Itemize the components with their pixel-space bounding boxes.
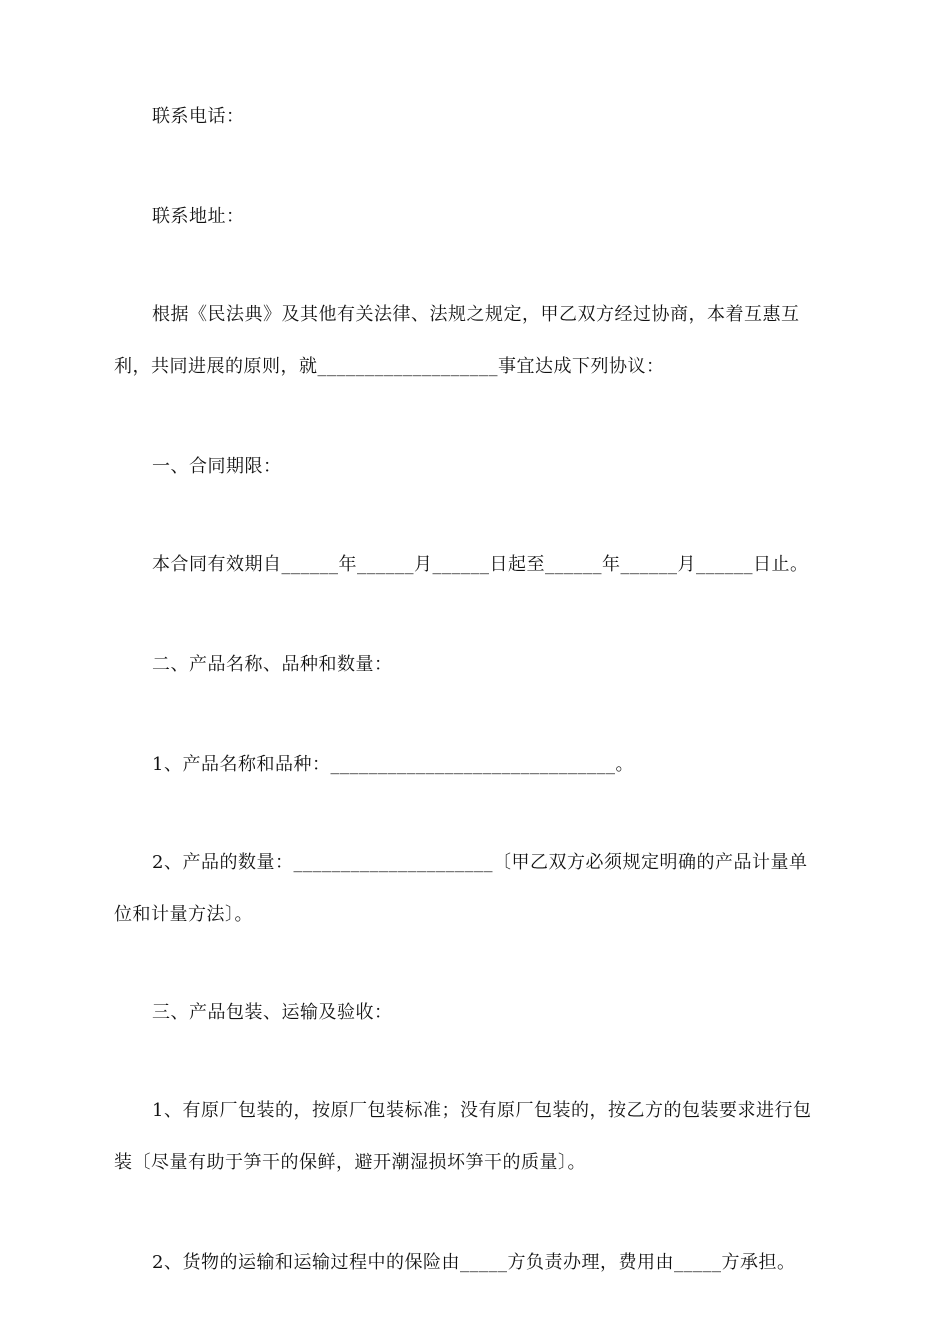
contact-phone-label: 联系电话： [152, 106, 245, 127]
section-heading-product: 二、产品名称、品种和数量： [152, 654, 393, 675]
section-heading-packaging: 三、产品包装、运输及验收： [152, 1002, 393, 1023]
transport-clause: 2、货物的运输和运输过程中的保险由_____方负责办理，费用由_____方承担。 [152, 1252, 796, 1273]
product-quantity-clause-line-2: 位和计量方法〕。 [114, 904, 253, 925]
intro-paragraph-line-2: 利，共同进展的原则，就___________________事宜达成下列协议： [114, 356, 665, 377]
section-heading-contract-term: 一、合同期限： [152, 456, 282, 477]
intro-paragraph-line-1: 根据《民法典》及其他有关法律、法规之规定，甲乙双方经过协商，本着互惠互 [152, 304, 800, 325]
contract-term-clause: 本合同有效期自______年______月______日起至______年______月______日止。 [152, 554, 809, 575]
product-name-clause: 1、产品名称和品种：______________________________。 [152, 754, 634, 775]
contact-address-label: 联系地址： [152, 206, 245, 227]
packaging-clause-line-2: 装〔尽量有助于笋干的保鲜，避开潮湿损坏笋干的质量〕。 [114, 1152, 586, 1173]
product-quantity-clause-line-1: 2、产品的数量：_____________________〔甲乙双方必须规定明确的产品计量单 [152, 852, 808, 873]
packaging-clause-line-1: 1、有原厂包装的，按原厂包装标准；没有原厂包装的，按乙方的包装要求进行包 [152, 1100, 812, 1121]
